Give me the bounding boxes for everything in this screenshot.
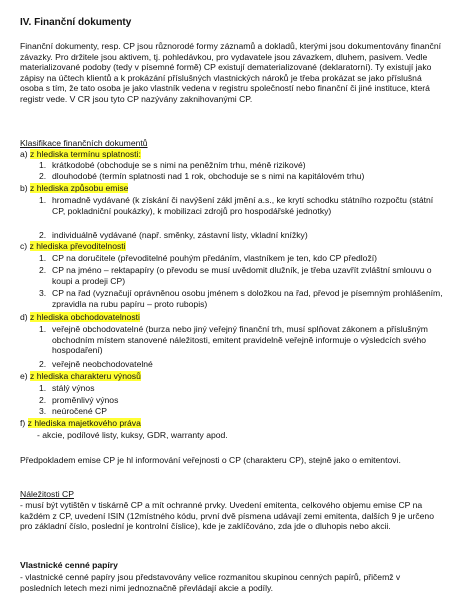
group-a-label: z hlediska termínu splatnosti: [30, 149, 141, 159]
list-item-text: - akcie, podílové listy, kuksy, GDR, warranty apod. [37, 430, 228, 440]
group-c-heading [20, 241, 444, 252]
list-item-text: hromadně vydávané (k získání či navýšení zákl jmění a.s., ke krytí schodku státního rozpočtu (státní CP, pokladniční poukázky), k mobilizaci zdrojů pro hospodářské jednotky) [52, 195, 434, 216]
nalezitosti-paragraph: - musí být vytištěn v tiskárně CP a mít ochranné prvky. Uvedení emitenta, celkového objemu emise CP na každém z CP, uvedení ISIN (12místného kódu, první dvě písmena udávají zemi emitenta, dalších 9 je určeno pro základní číslo, poslední je kontrolní číslice), kde je zaklíčováno, zda jde o dluhopis nebo akcii. [20, 500, 434, 532]
group-b-label: z hlediska způsobu emise [30, 183, 129, 193]
list-item-text: CP na jméno – rektapapíry (o převodu se musí uvědomit dlužník, je třeba uzavřít zvláštní smlouvu o koupi a prodeji CP) [52, 265, 432, 286]
vlastnicke-heading: Vlastnické cenné papíry [20, 560, 118, 570]
list-item-number: 1. [39, 253, 47, 263]
list-item-number: 1. [39, 383, 47, 393]
group-e-label: z hlediska charakteru výnosů [30, 371, 141, 381]
list-item-number: 3. [39, 288, 47, 298]
group-a-heading [20, 149, 444, 160]
group-f-heading [20, 418, 444, 429]
list-item-text: CP na doručitele (převoditelné pouhým předáním, vlastníkem je ten, kdo CP předloží) [52, 253, 377, 263]
list-item [39, 383, 445, 394]
list-item [39, 265, 445, 286]
list-item-number: 2. [39, 395, 47, 405]
group-d-heading [20, 312, 444, 323]
list-item [39, 406, 445, 417]
list-item-text: neúročené CP [52, 406, 107, 416]
group-e-heading [20, 371, 444, 382]
list-item-number: 1. [39, 195, 47, 205]
page-title: IV. Finanční dokumenty [20, 17, 132, 28]
list-item-number: 3. [39, 406, 47, 416]
list-item-text: stálý výnos [52, 383, 95, 393]
list-item-number: 2. [39, 230, 47, 240]
list-item-number: 2. [39, 359, 47, 369]
list-item-text: dlouhodobé (termín splatnosti nad 1 rok, obchoduje se s nimi na kapitálovém trhu) [52, 171, 365, 181]
premise-paragraph: Předpokladem emise CP je hl informování veřejnosti o CP (charakteru CP), stejně jako o emitentovi. [20, 455, 401, 465]
group-c-letter: c) [20, 241, 28, 251]
list-item-text: proměnlivý výnos [52, 395, 119, 405]
classification-heading: Klasifikace finančních dokumentů [20, 138, 148, 148]
list-item-text: veřejně obchodovatelné (burza nebo jiný veřejný finanční trh, musí splňovat zákonem a příslušným obchodním místem stanovené náležitosti, emitent pravidelně veřejně informuje o výsledcích svého hospodaření) [52, 324, 428, 356]
list-item [39, 288, 445, 309]
list-item-text: krátkodobé (obchoduje se s nimi na peněžním trhu, méně rizikové) [52, 160, 306, 170]
group-a-letter: a) [20, 149, 28, 159]
list-item [39, 359, 445, 370]
list-item [37, 430, 443, 441]
list-item-number: 1. [39, 160, 47, 170]
list-item [39, 171, 445, 182]
list-item [39, 324, 445, 356]
list-item [39, 253, 445, 264]
group-c-label: z hlediska převoditelnosti [29, 241, 126, 251]
list-item-number: 2. [39, 265, 47, 275]
list-item-text: veřejně neobchodovatelné [52, 359, 153, 369]
intro-paragraph: Finanční dokumenty, resp. CP jsou různorodé formy záznamů a dokladů, kterými jsou dokumentovány finanční závazky. Pro držitele jsou aktivem, tj. pohledávkou, pro vydavatele jsou závazkem, dluhem, pasivem. Vedle materializované podoby (tedy v písemné formě) CP existují dematerializované (deklaratorní). Ty existují jako zápisy na účtech klientů a k prokázání příslušných vlastnických nároků je třeba prokázat se jako příslušná osoba s tím, že tato osoba je jako vlastník vedena v registru společností nebo finanční či jiné instituce, která registr vede. V CR jsou tyto CP nazývány zaknihovanými CP. [20, 41, 441, 104]
list-item [39, 395, 445, 406]
list-item-number: 1. [39, 324, 47, 334]
group-d-label: z hlediska obchodovatelnosti [30, 312, 140, 322]
group-f-label: z hlediska majetkového práva [27, 418, 141, 428]
list-item [39, 230, 445, 241]
list-item-text: individuálně vydávané (např. směnky, zástavní listy, vkladní knížky) [52, 230, 308, 240]
group-b-letter: b) [20, 183, 28, 193]
list-item [39, 195, 445, 216]
list-item-text: CP na řad (vyznačují oprávněnou osobu jménem s doložkou na řad, převod je písemným prohlášením, zpravidla na rubu papíru – proto rubopis) [52, 288, 443, 309]
nalezitosti-heading: Náležitosti CP [20, 489, 74, 499]
list-item-number: 2. [39, 171, 47, 181]
group-b-heading [20, 183, 444, 194]
group-e-letter: e) [20, 371, 28, 381]
group-d-letter: d) [20, 312, 28, 322]
group-f-letter: f) [20, 418, 26, 428]
list-item [39, 160, 445, 171]
vlastnicke-paragraph: - vlastnické cenné papíry jsou představovány velice rozmanitou skupinou cenných papírů, přičemž v posledních letech mezi nimi jednoznačně převládají akcie a podíly. [20, 572, 401, 593]
